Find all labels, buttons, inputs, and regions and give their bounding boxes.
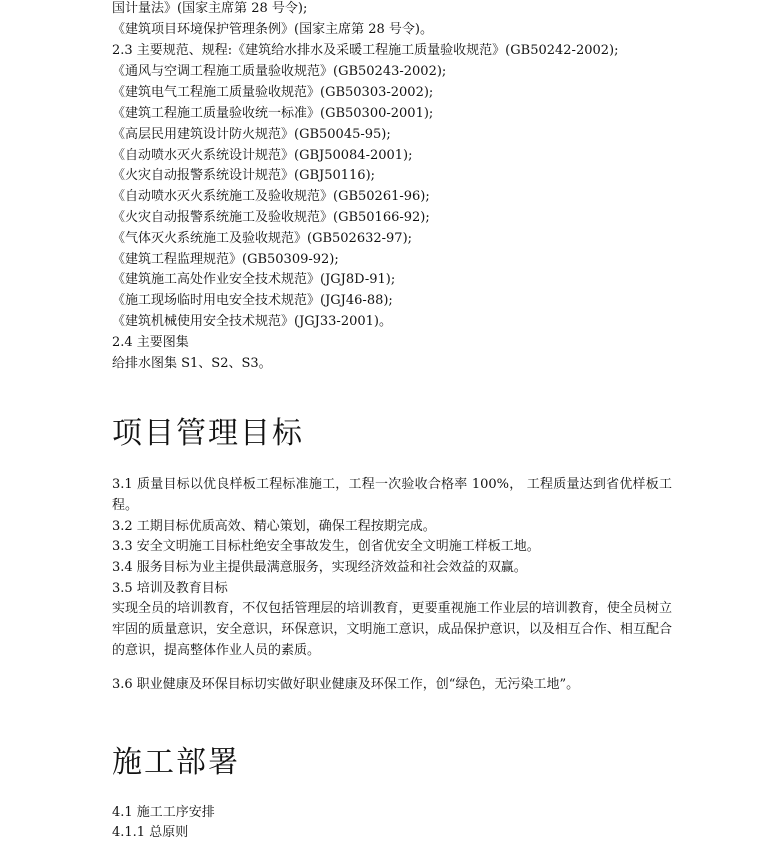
list-item: 《火灾自动报警系统施工及验收规范》(GB50166-92); bbox=[112, 210, 430, 225]
list-item: 《建筑项目环境保护管理条例》(国家主席第 28 号令)。 bbox=[112, 22, 433, 37]
subsection-title: 2.4 主要图集 bbox=[112, 335, 189, 350]
list-item: 给排水图集 S1、S2、S3。 bbox=[112, 356, 272, 371]
paragraph-schedule-goal: 3.2 工期目标优质高效、精心策划，确保工程按期完成。 bbox=[112, 519, 436, 534]
list-item: 《建筑电气工程施工质量验收规范》(GB50303-2002); bbox=[112, 85, 434, 100]
subsection-title: 3.5 培训及教育目标 bbox=[112, 581, 228, 596]
list-item: 《施工现场临时用电安全技术规范》(JGJ46-88); bbox=[112, 293, 393, 308]
list-item: 《自动喷水灭火系统设计规范》(GBJ50084-2001); bbox=[112, 148, 413, 163]
list-item: 《火灾自动报警系统设计规范》(GBJ50116); bbox=[112, 168, 376, 183]
list-item: 《建筑工程监理规范》(GB50309-92); bbox=[112, 252, 339, 267]
subsection-title: 4.1 施工工序安排 bbox=[112, 805, 215, 820]
list-item: 《气体灭火系统施工及验收规范》(GB502632-97); bbox=[112, 231, 413, 246]
list-item: 《建筑施工高处作业安全技术规范》(JGJ8D-91); bbox=[112, 272, 396, 287]
list-item: 《建筑工程施工质量验收统一标准》(GB50300-2001); bbox=[112, 106, 434, 121]
list-item: 《高层民用建筑设计防火规范》(GB50045-95); bbox=[112, 127, 391, 142]
paragraph-health-goal: 3.6 职业健康及环保目标切实做好职业健康及环保工作，创“绿色，无污染工地”。 bbox=[112, 677, 580, 692]
paragraph-service-goal: 3.4 服务目标为业主提供最满意服务，实现经济效益和社会效益的双赢。 bbox=[112, 560, 527, 575]
paragraph-quality-goal: 3.1 质量目标以优良样板工程标准施工，工程一次验收合格率 100%， 工程质量达到省优样板工程。 bbox=[112, 477, 672, 513]
list-item: 《通风与空调工程施工质量验收规范》(GB50243-2002); bbox=[112, 64, 447, 79]
list-item: 2.3 主要规范、规程:《建筑给水排水及采暖工程施工质量验收规范》(GB50242-2002); bbox=[112, 43, 619, 58]
section-heading-deployment: 施工部署 bbox=[112, 745, 240, 780]
paragraph-safety-goal: 3.3 安全文明施工目标杜绝安全事故发生，创省优安全文明施工样板工地。 bbox=[112, 539, 540, 554]
paragraph-training-goal: 实现全员的培训教育，不仅包括管理层的培训教育，更要重视施工作业层的培训教育，使全员树立牢固的质量意识，安全意识，环保意识，文明施工意识，成品保护意识，以及相互合作、相互配合的意识，提高整体作业人员的素质。 bbox=[112, 601, 672, 658]
subsection-title: 4.1.1 总原则 bbox=[112, 825, 189, 840]
list-item: 《建筑机械使用安全技术规范》(JGJ33-2001)。 bbox=[112, 314, 392, 329]
list-item: 《自动喷水灭火系统施工及验收规范》(GB50261-96); bbox=[112, 189, 430, 204]
list-item: 国计量法》(国家主席第 28 号令); bbox=[112, 1, 308, 16]
section-heading-project-goals: 项目管理目标 bbox=[112, 416, 304, 451]
